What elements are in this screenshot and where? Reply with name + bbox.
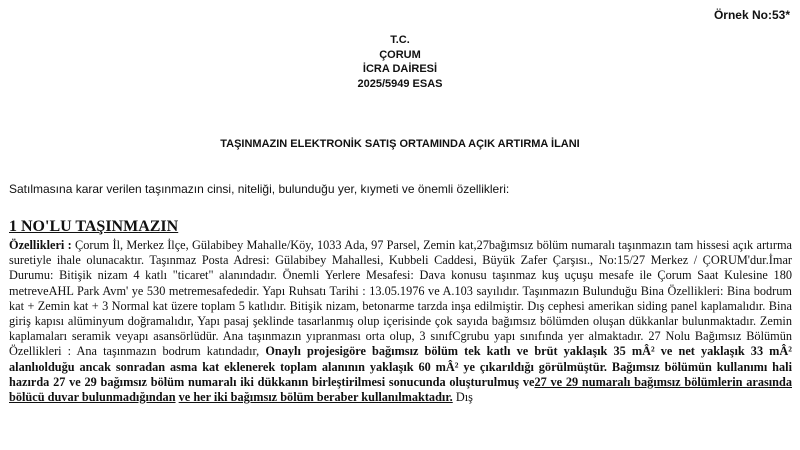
sample-number: Örnek No:53*: [713, 8, 790, 22]
features-label: Özellikleri :: [9, 238, 72, 252]
header-tc: T.C.: [390, 34, 410, 46]
description-bold-underlined-1: 27 ve 29 numaralı bağımsız bölümlerin arasında bölücü duvar bulunmadığından: [9, 374, 792, 405]
property-heading: 1 NO'LU TAŞINMAZIN: [9, 218, 179, 235]
description-bold-1: Onaylı projesigöre bağımsız bölüm tek katlı ve brüt yaklaşık 35 mÂ² ve net yaklaşık 33 mÂ² alanlıolduğu ancak sonradan asma kat eklenerek toplam alanının yaklaşık 60 mÂ² ye çıkarıldığı görülmüştür. Bağımsız bölümün kullanımı hali hazırda 27 ve 29 bağımsız bölüm numaralı iki dükkanın birleştirilmesi sonucunda oluşturulmuş ve: [9, 344, 792, 389]
header-case-number: 2025/5949 ESAS: [357, 77, 443, 90]
description-bold-underlined-2: ve her iki bağımsız bölüm beraber kullanılmaktadır.: [178, 390, 453, 405]
property-description: [9, 238, 792, 405]
header-office: İCRA DAİRESİ: [362, 63, 438, 75]
notice-title: TAŞINMAZIN ELEKTRONİK SATIŞ ORTAMINDA AÇIK ARTIRMA İLANI: [220, 138, 580, 150]
description-text-1: Çorum İl, Merkez İlçe, Gülabibey Mahalle/Köy, 1033 Ada, 97 Parsel, Zemin kat,27bağımsız bölüm numaralı taşınmazın tam hissesi açık artırma suretiyle ihale olunacaktır. Taşınmaz Posta Adresi: Gülabibey Mahallesi, Kubbeli Caddesi, Büyük Zafer Çarşısı., No:15/27 Merkez / ÇORUM'dur.İmar Durumu: Bitişik nizam 4 katlı "ticaret" alanındadır. Önemli Yerlere Mesafesi: Dava konusu taşınmaz kuş uçuşu mesafe ile Çorum Saat Kulesine 180 metreveAHL Park Avm' ye 530 metremesafededir. Yapı Ruhsatı Tarihi : 13.05.1976 ve A.103 sayılıdır. Taşınmazın Bulunduğu Bina Özellikleri: Bina bodrum kat + Zemin kat + 3 Normal kat üzere toplam 5 katlıdır. Bitişik nizam, betonarme tarzda inşa edilmiştir. Dış cephesi amerikan siding panel kaplamalıdır. Bina giriş kapısı alüminyum doğramalıdır, Yapı pasaj şeklinde tasarlanmış olup içerisinde çok sayıda bağımsız bölümden oluşan dükkanlar bulunmaktadır. Zemin kaplamaları seramik veyapı asansörlüdür. Ana taşınmazın yıpranması orta olup, 3 sınıfCgrubu yapı sınıfında yer almaktadır. 27 Nolu Bağımsız Bölümün Özellikleri : Ana taşınmazın bodrum katındadır,: [9, 238, 792, 359]
description-text-2: Dış: [452, 390, 473, 405]
header-city: ÇORUM: [379, 48, 421, 61]
intro-text: Satılmasına karar verilen taşınmazın cinsi, niteliği, bulunduğu yer, kıymeti ve önemli özellikleri:: [9, 182, 510, 196]
document-header: [0, 33, 800, 91]
